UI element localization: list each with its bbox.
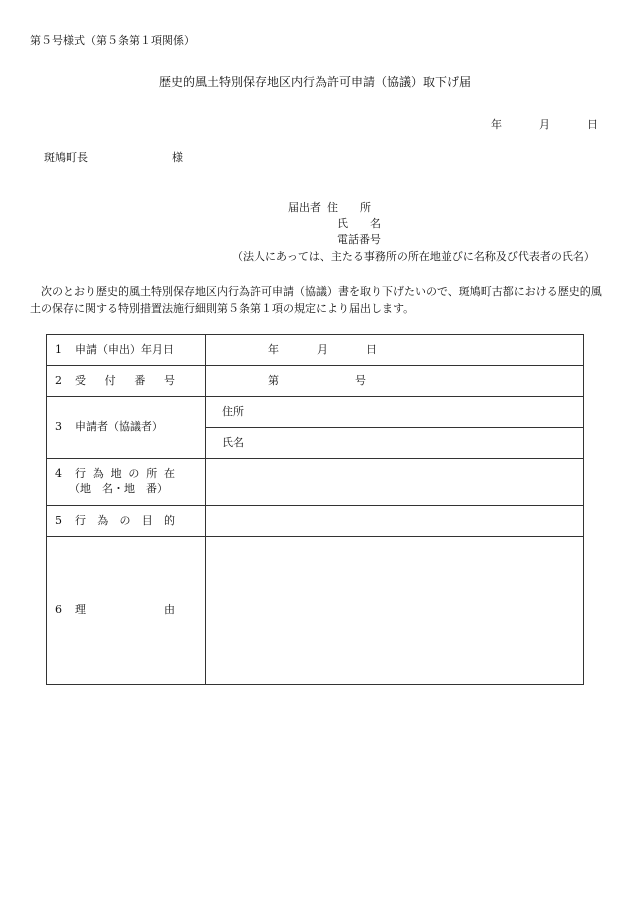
label-char: 為	[92, 467, 104, 481]
submission-date	[491, 118, 598, 133]
row-purpose	[47, 506, 584, 537]
date-year-label: 年	[491, 118, 502, 131]
label-text: 申請者（協議者）	[75, 420, 163, 434]
label-char: 的	[164, 513, 175, 527]
label-char: 番	[134, 373, 146, 387]
label-char: 所	[146, 467, 158, 481]
addressee-name: 斑鳩町長	[44, 151, 88, 164]
label-receipt-number	[47, 366, 206, 397]
label-char: 目	[141, 513, 153, 527]
applicant-prefix: 届出者	[288, 201, 321, 214]
document-title: 歴史的風土特別保存地区内行為許可申請（協議）取下げ届	[158, 75, 471, 89]
receipt-number-field[interactable]	[206, 366, 584, 397]
addressee	[44, 151, 183, 166]
row-number: 6	[55, 603, 62, 617]
label-char: 地	[110, 467, 122, 481]
row-location	[47, 459, 584, 506]
row-number: 3	[55, 420, 62, 434]
label-char: 在	[163, 467, 175, 481]
field-prefix: 第	[268, 373, 279, 387]
location-field[interactable]	[206, 459, 584, 506]
applicant-address-label: 住 所	[327, 201, 371, 214]
row-application-date	[47, 335, 584, 366]
label-char: 号	[163, 373, 175, 387]
label-char: 行	[75, 467, 86, 481]
row-number: 2	[55, 373, 62, 387]
label-sub: （地 名・地 番）	[69, 482, 168, 495]
label-char: 為	[97, 513, 109, 527]
label-location	[47, 459, 206, 506]
row-number: 1	[55, 342, 62, 356]
applicant-name-label: 氏 名	[337, 217, 381, 230]
label-char: 行	[75, 513, 86, 527]
label-char: 付	[104, 373, 116, 387]
applicant-name-field[interactable]	[206, 428, 584, 459]
applicant-address-field[interactable]	[206, 397, 584, 428]
label-text: 申請（申出）年月日	[75, 342, 174, 356]
label-application-date	[47, 335, 206, 366]
applicant-block	[288, 201, 381, 249]
field-month-label: 月	[317, 342, 328, 356]
corporation-note: （法人にあっては、主たる事務所の所在地並びに名称及び代表者の氏名）	[232, 250, 595, 263]
addressee-honorific: 様	[172, 151, 183, 164]
date-month-label: 月	[539, 118, 550, 131]
label-reason	[47, 537, 206, 685]
form-number: 第５号様式（第５条第１項関係）	[30, 34, 195, 47]
date-day-label: 日	[587, 118, 598, 131]
label-char: 理	[75, 603, 86, 617]
label-char: 受	[75, 373, 86, 387]
purpose-field[interactable]	[206, 506, 584, 537]
row-reason	[47, 537, 584, 685]
label-purpose	[47, 506, 206, 537]
row-applicant-address	[47, 397, 584, 428]
application-date-field[interactable]	[206, 335, 584, 366]
body-text: 次のとおり歴史的風土特別保存地区内行為許可申請（協議）書を取り下げたいので、斑鳩町古都における歴史的風土の保存に関する特別措置法施行細則第５条第１項の規定により届出します。	[30, 285, 602, 315]
field-year-label: 年	[268, 342, 279, 356]
withdrawal-form-table	[46, 334, 584, 685]
field-name-label: 氏名	[222, 435, 244, 449]
row-receipt-number	[47, 366, 584, 397]
row-number: 4	[55, 467, 62, 481]
label-char: の	[128, 467, 140, 481]
row-number: 5	[55, 513, 62, 527]
reason-field[interactable]	[206, 537, 584, 685]
field-address-label: 住所	[222, 404, 244, 418]
label-char: の	[119, 513, 131, 527]
field-day-label: 日	[366, 342, 377, 356]
field-suffix: 号	[355, 373, 366, 387]
applicant-phone-label: 電話番号	[337, 233, 381, 246]
label-applicant	[47, 397, 206, 459]
label-char: 由	[164, 603, 175, 617]
